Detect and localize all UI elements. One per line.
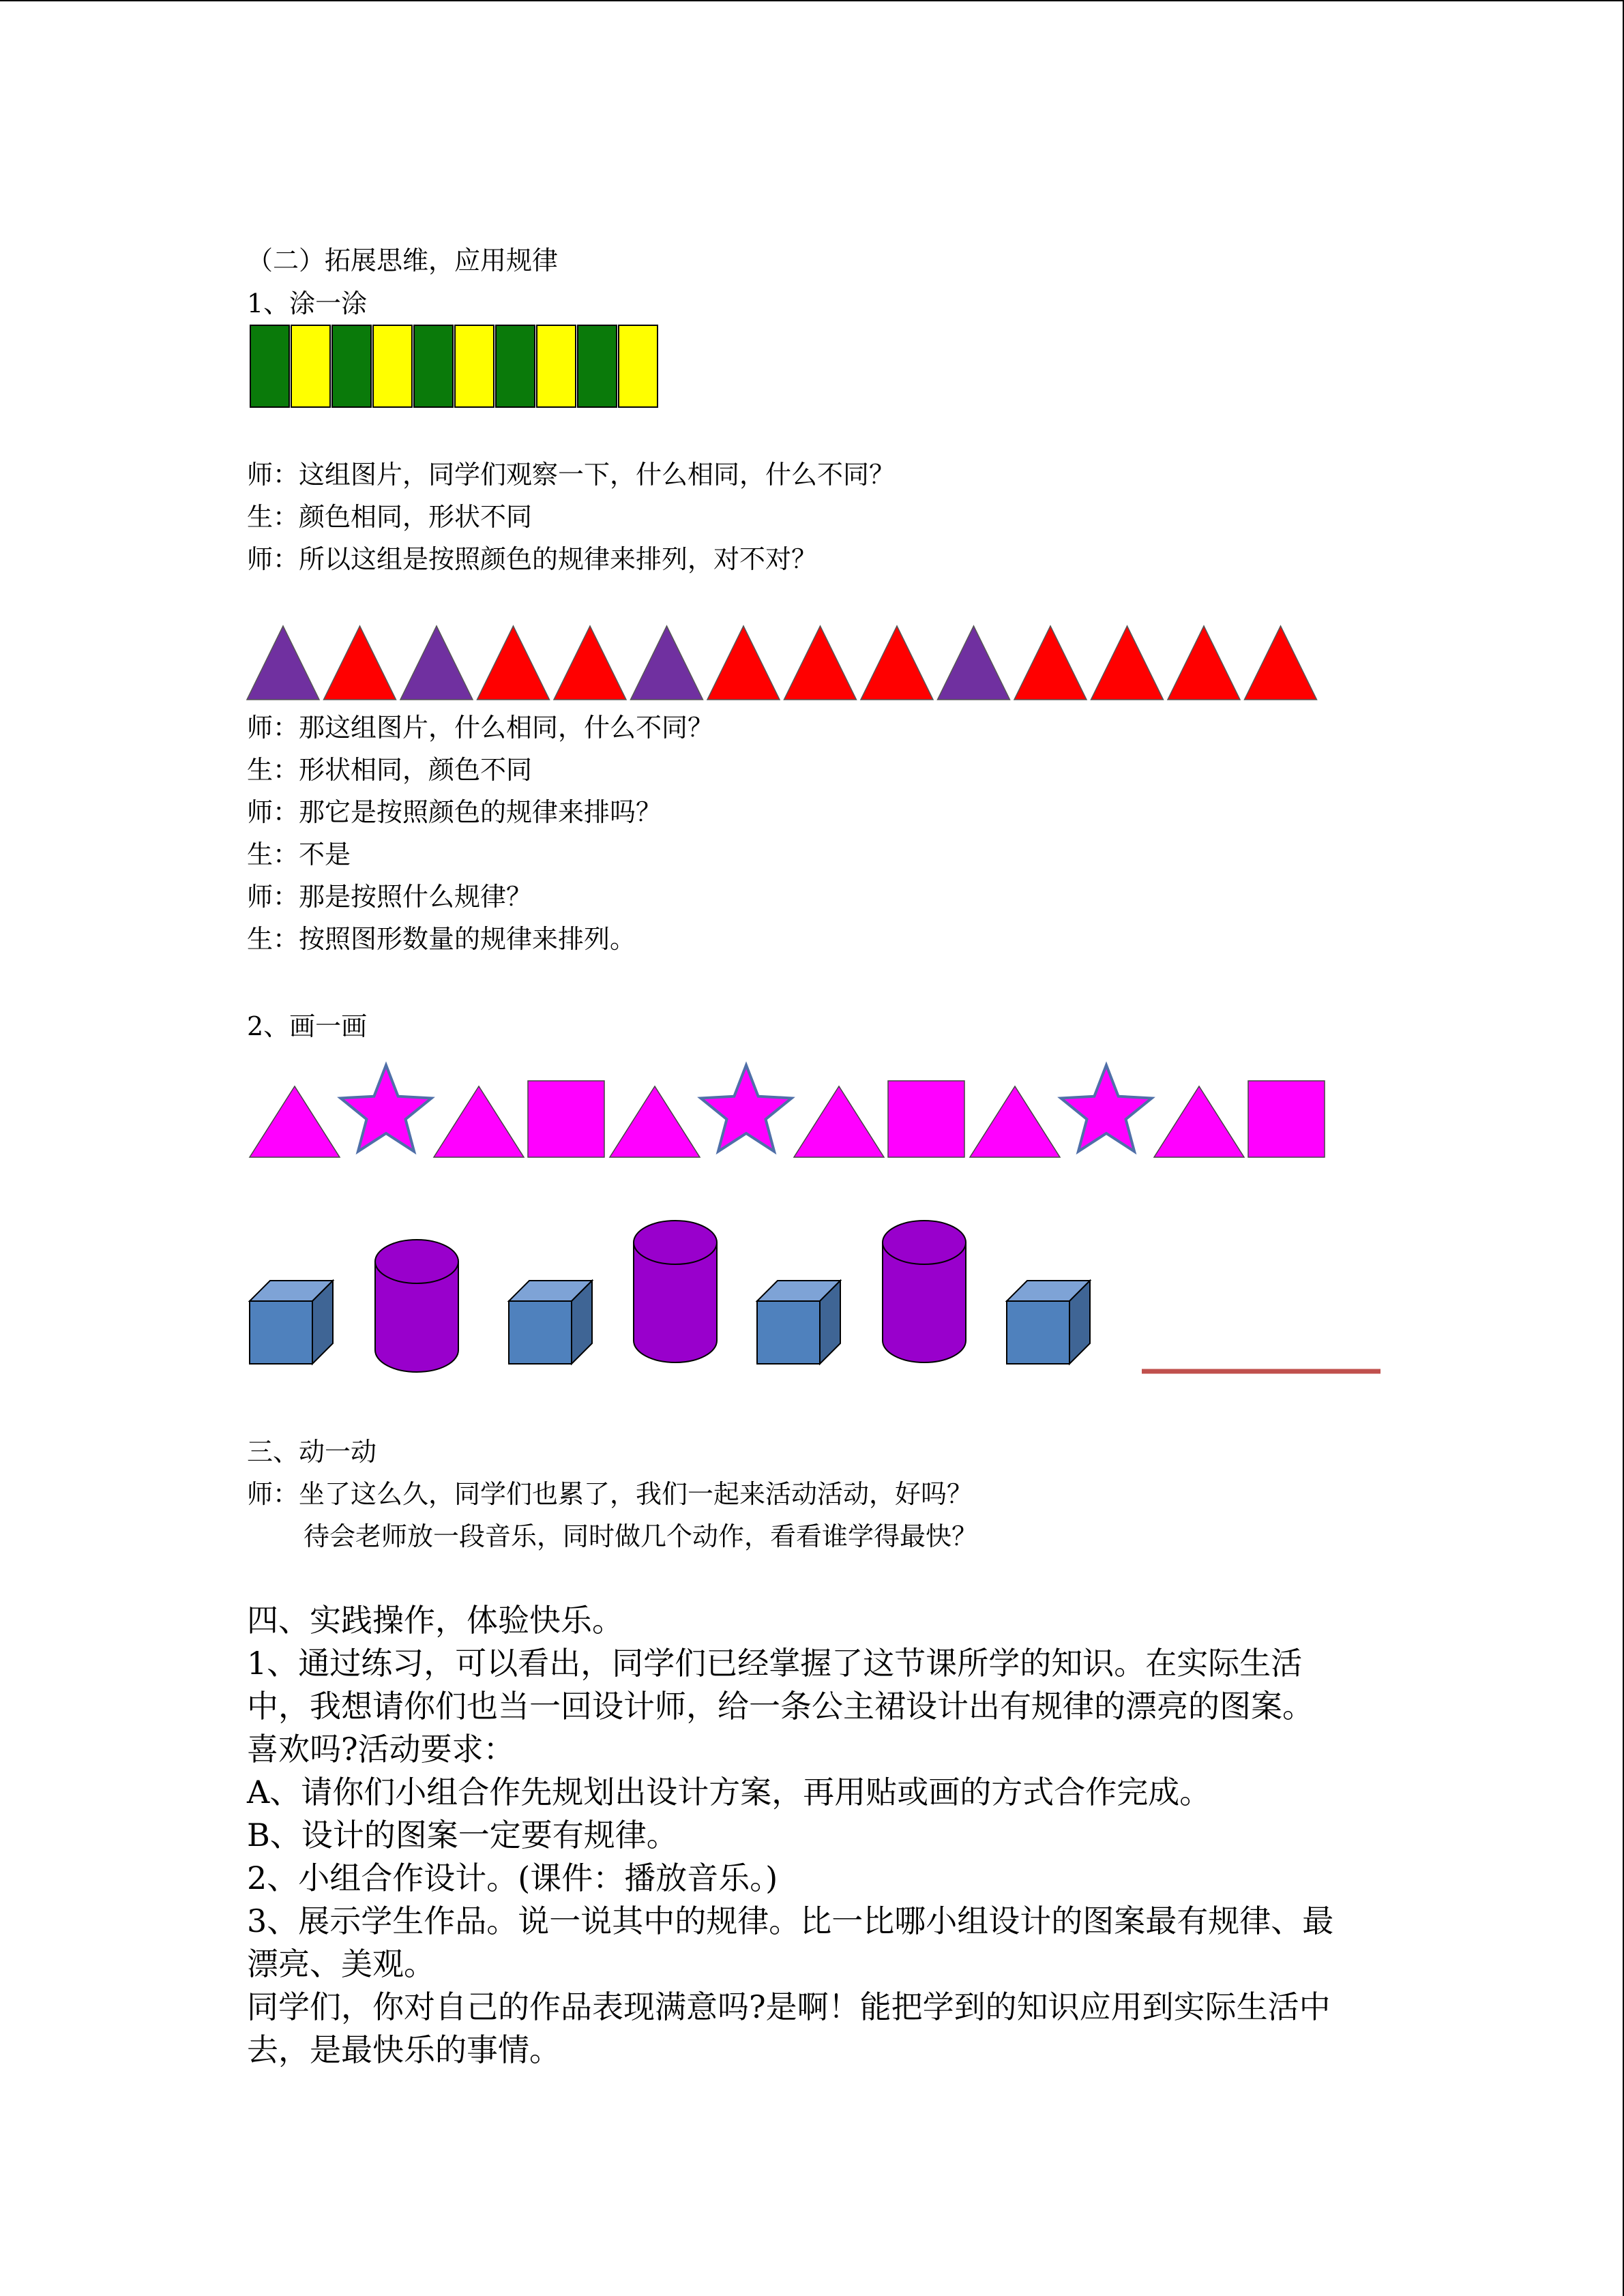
- triangle-shape: [938, 626, 1010, 700]
- paragraph-line: A、请你们小组合作先规划出设计方案，再用贴或画的方式合作完成。: [247, 1774, 1211, 1810]
- triangle-shape: [1168, 626, 1240, 700]
- section-heading: （二）拓展思维，应用规律: [247, 245, 559, 275]
- triangle-shape: [400, 626, 473, 700]
- paragraph-line: B、设计的图案一定要有规律。: [247, 1817, 678, 1853]
- section-heading: 四、实践操作，体验快乐。: [247, 1602, 623, 1639]
- triangle-shape: [610, 1086, 700, 1157]
- triangle-shape: [434, 1086, 524, 1157]
- cube-shape: [509, 1281, 592, 1364]
- paragraph-line: 同学们，你对自己的作品表现满意吗?是啊！能把学到的知识应用到实际生活中: [247, 1988, 1331, 2025]
- triangle-shape: [250, 1086, 340, 1157]
- dialog-line: 师：所以这组是按照颜色的规律来排列，对不对？: [247, 544, 818, 574]
- star-shape: [1061, 1065, 1151, 1152]
- dialog-line: 师：那它是按照颜色的规律来排吗？: [247, 797, 662, 827]
- color-bar: [414, 325, 453, 407]
- cube-shape: [757, 1281, 840, 1364]
- square-shape: [528, 1081, 604, 1157]
- cylinder-shape: [375, 1240, 458, 1372]
- dialog-line: 师：那是按照什么规律？: [247, 882, 533, 912]
- section-heading: 三、动一动: [247, 1437, 377, 1467]
- triangle-shape: [1245, 626, 1317, 700]
- triangle-shape: [1154, 1086, 1244, 1157]
- paragraph-line: 3、展示学生作品。说一说其中的规律。比一比哪小组设计的图案最有规律、最: [247, 1903, 1334, 1939]
- square-shape: [888, 1081, 964, 1157]
- color-bar: [250, 325, 289, 407]
- triangle-shape: [1014, 626, 1087, 700]
- paragraph-line: 1、通过练习，可以看出，同学们已经掌握了这节课所学的知识。在实际生活: [247, 1645, 1303, 1682]
- triangle-shape: [554, 626, 626, 700]
- paragraph-line: 漂亮、美观。: [247, 1945, 435, 1982]
- color-bar: [373, 325, 412, 407]
- cube-shape: [250, 1281, 333, 1364]
- dialog-line: 师：这组图片，同学们观察一下，什么相同，什么不同？: [247, 460, 896, 490]
- paragraph-line: 中，我想请你们也当一回设计师，给一条公主裙设计出有规律的漂亮的图案。: [247, 1688, 1314, 1725]
- color-bars-figure: [250, 325, 666, 409]
- dialog-line: 师：那这组图片，什么相同，什么不同？: [247, 713, 714, 743]
- triangle-shape: [1091, 626, 1164, 700]
- color-bar: [578, 325, 617, 407]
- color-bar: [496, 325, 535, 407]
- dialog-line: 生：形状相同，颜色不同: [247, 755, 533, 785]
- color-bar: [291, 325, 330, 407]
- dialog-line: 生：不是: [247, 839, 351, 869]
- dialog-line: 待会老师放一段音乐，同时做几个动作，看看谁学得最快？: [304, 1521, 978, 1551]
- color-bar: [455, 325, 494, 407]
- triangle-shape: [247, 626, 319, 700]
- cube-shape: [1007, 1281, 1090, 1364]
- color-bar: [619, 325, 658, 407]
- solid-pattern-figure: [247, 1227, 1393, 1377]
- dialog-line: 生：按照图形数量的规律来排列。: [247, 924, 636, 954]
- triangles-figure: [247, 625, 1325, 705]
- square-shape: [1248, 1081, 1325, 1157]
- triangle-shape: [324, 626, 396, 700]
- paragraph-line: 2、小组合作设计。(课件：播放音乐。): [247, 1860, 778, 1896]
- cylinder-shape: [634, 1221, 717, 1362]
- triangle-shape: [477, 626, 550, 700]
- cylinder-shape: [883, 1221, 966, 1362]
- paragraph-line: 去，是最快乐的事情。: [247, 2031, 561, 2068]
- triangle-shape: [707, 626, 780, 700]
- question-2-label: 2、画一画: [247, 1011, 368, 1041]
- triangle-shape: [784, 626, 857, 700]
- color-bar: [537, 325, 576, 407]
- question-1-label: 1、涂一涂: [247, 288, 368, 318]
- star-shape: [340, 1065, 431, 1152]
- triangle-shape: [861, 626, 933, 700]
- color-bar: [332, 325, 371, 407]
- paragraph-line: 喜欢吗?活动要求：: [247, 1731, 515, 1768]
- triangle-shape: [631, 626, 703, 700]
- shape-pattern-figure: [247, 1060, 1379, 1163]
- triangle-shape: [794, 1086, 884, 1157]
- dialog-line: 师：坐了这么久，同学们也累了，我们一起来活动活动，好吗？: [247, 1479, 973, 1509]
- triangle-shape: [970, 1086, 1060, 1157]
- star-shape: [700, 1065, 791, 1152]
- dialog-line: 生：颜色相同，形状不同: [247, 502, 533, 532]
